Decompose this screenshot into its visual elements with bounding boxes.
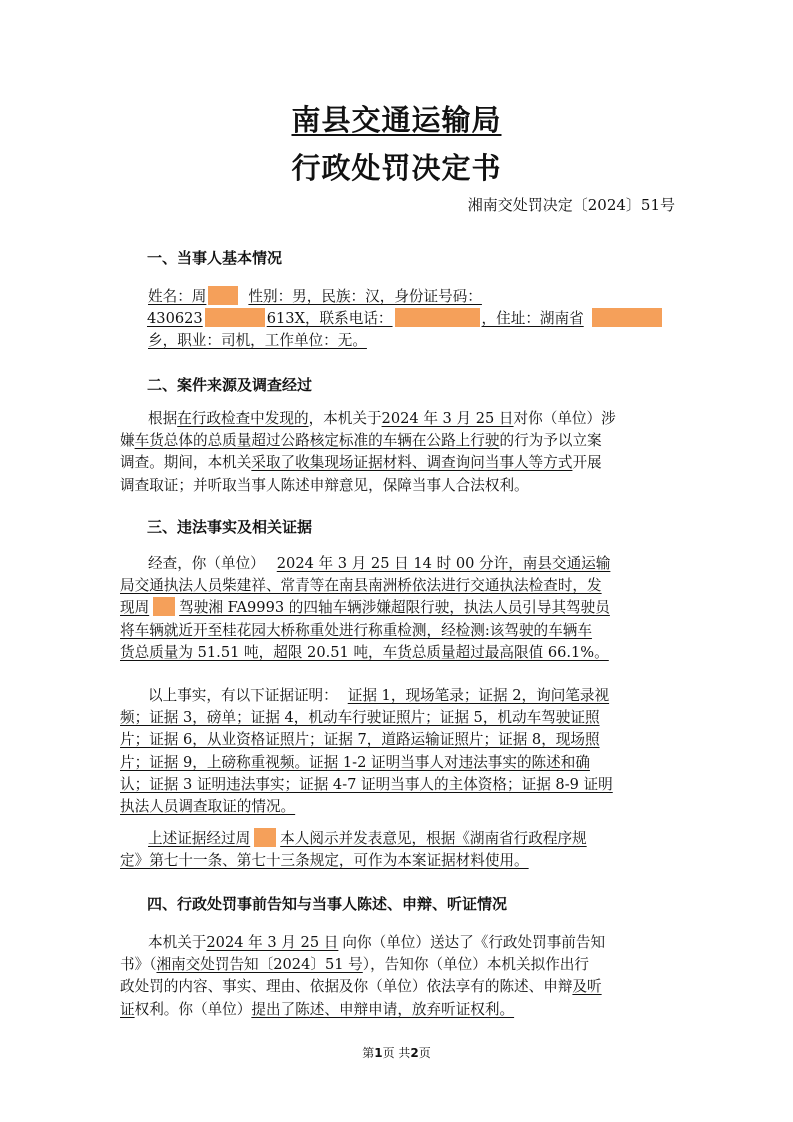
text-span: 的行为予以立案 [499,432,602,450]
footer-text: 第 [362,1046,375,1060]
text-span: 上述证据经过周 [148,830,251,847]
redaction-block [592,308,662,327]
text-line [120,954,668,976]
text-line: 执法人员调查取证的情况。 [120,798,296,816]
text-line: 片；证据 6，从业资格证照片；证据 7，道路运输证照片；证据 8，现场照 [120,731,600,749]
text-span: 现周 [120,599,150,617]
notice-paragraph [120,932,668,1021]
text-line: 频；证据 3，磅单；证据 4，机动车行驶证照片；证据 5，机动车驾驶证照 [120,709,600,727]
redaction-block [205,308,265,327]
text-line [120,430,668,452]
text-line: 调查取证；并听取当事人陈述申辩意见，保障当事人合法权利。 [120,476,529,494]
agency-title: 南县交通运输局 [291,103,502,137]
text-line [147,308,668,330]
text-span: 开展 [572,454,602,472]
text-span: 本机关于 [148,934,207,951]
text-span: 613X，联系电话： [266,310,393,328]
text-span: 在行政检查中发现的 [177,410,309,427]
text-line [148,286,668,308]
text-line [148,685,668,707]
text-span: 书》（ [120,956,157,974]
case-source-paragraph [120,408,668,497]
text-span: 政处罚的内容、事实、理由、依据及你（单位）依法享有的陈述、申辩 [120,978,573,996]
section-heading-notice: 四、行政处罚事前告知与当事人陈述、申辩、听证情况 [147,895,508,913]
evidence-review-paragraph [120,828,668,872]
text-span: 权利。你（单位） [134,1000,252,1018]
text-span: 调查。期间，本机关 [120,454,252,472]
page-number: 1 [374,1046,383,1060]
notice-number: 湘南交处罚告知〔2024〕51 号 [156,956,363,974]
id-prefix: 430623 [147,310,203,328]
redaction-block [208,286,238,305]
text-span: 姓名：周 [148,288,207,305]
text-line: 乡，职业：司机，工作单位：无。 [148,332,367,350]
text-span: 采取了收集现场证据材料、调查询问当事人等方式 [251,454,573,472]
text-span: 以上事实，有以下证据证明： [148,687,338,704]
footer-text: 页 共 [382,1046,411,1060]
text-span: 根据 [148,410,178,427]
evidence-paragraph [120,685,668,818]
text-line: 局交通执法人员柴建祥、常青等在南县南洲桥依法进行交通执法检查时，发 [120,577,602,595]
text-span: 2024 年 3 月 25 日 14 时 00 分许，南县交通运输 [276,555,611,572]
total-pages: 2 [410,1046,419,1060]
text-span: 驾驶湘 FA9993 的四轴车辆涉嫌超限行驶，执法人员引导其驾驶员 [179,599,610,617]
text-line [148,828,668,850]
text-span: 嫌 [120,432,135,450]
text-line [148,408,668,430]
redaction-block [395,308,480,327]
text-span: 本人阅示并发表意见，根据《湖南省行政程序规 [280,830,587,847]
text-span: ，本机关于 [308,410,382,427]
text-line: 将车辆就近开至桂花园大桥称重处进行称重检测，经检测:该驾驶的车辆车 [120,621,592,639]
facts-paragraph [120,553,668,664]
party-info-paragraph [148,286,668,353]
section-heading-case-source: 二、案件来源及调查经过 [147,376,313,394]
section-heading-party-info: 一、当事人基本情况 [147,249,283,267]
redaction-block [153,597,175,616]
text-line: 定》第七十一条、第七十三条规定，可作为本案证据材料使用。 [120,852,529,870]
text-line: 认；证据 3 证明违法事实；证据 4-7 证明当事人的主体资格；证据 8-9 证明 [120,775,613,793]
text-line: 货总质量为 51.51 吨，超限 20.51 吨，车货总质量超过最高限值 66.1%。 [120,643,609,661]
text-line [120,999,668,1021]
page-footer [0,1044,793,1061]
text-span: 证据 1，现场笔录；证据 2，询问笔录视 [347,687,610,704]
text-span: 对你（单位）涉 [513,410,616,427]
text-span: 经查，你（单位） [148,555,265,572]
text-line: 片；证据 9，上磅称重视频。证据 1-2 证明当事人对违法事实的陈述和确 [120,753,590,771]
text-span: 向你（单位）送达了《行政处罚事前告知 [342,934,606,951]
text-line [148,932,668,954]
document-title: 行政处罚决定书 [291,151,502,185]
footer-text: 页 [418,1046,431,1060]
text-span: ），告知你（单位）本机关拟作出行 [362,956,589,974]
document-number: 湘南交处罚决定〔2024〕51号 [467,196,675,214]
text-span: 证 [120,1000,135,1018]
text-line [120,976,668,998]
date-span: 2024 年 3 月 25 日 [381,410,514,427]
redaction-block [254,828,276,847]
text-line [120,597,668,619]
text-line [120,452,668,474]
text-span: ，住址：湖南省 [481,310,584,328]
section-heading-facts: 三、违法事实及相关证据 [147,518,313,536]
text-span: 性别：男，民族：汉，身份证号码： [248,288,482,305]
text-span: 及听 [572,978,602,996]
text-line [148,553,668,575]
text-span: 提出了陈述、申辩申请，放弃听证权利。 [251,1000,515,1018]
date-span: 2024 年 3 月 25 日 [206,934,339,951]
text-span: 车货总体的总质量超过公路核定标准的车辆在公路上行驶 [134,432,500,450]
